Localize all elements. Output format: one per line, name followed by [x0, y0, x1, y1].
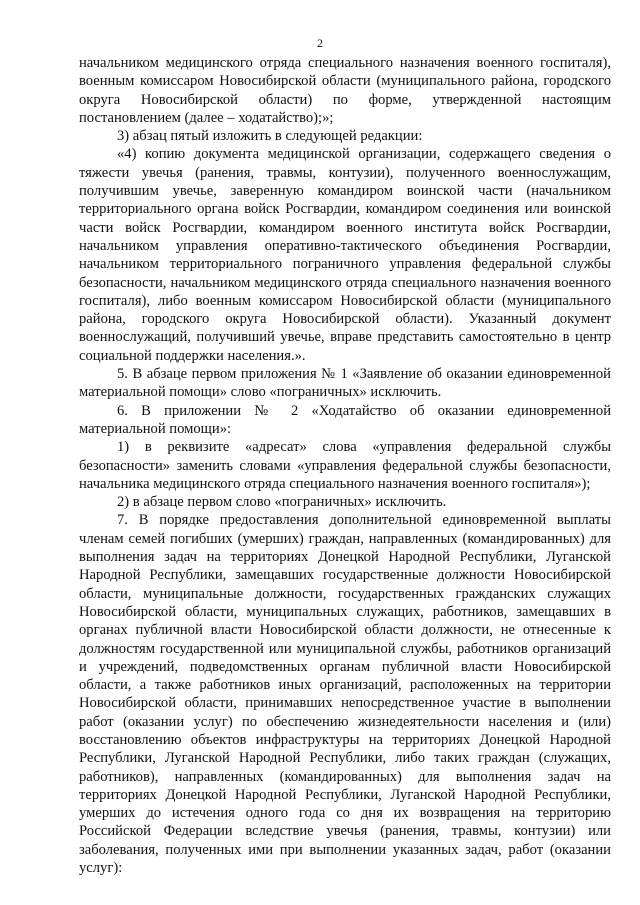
page-number: 2 [317, 36, 323, 50]
paragraph-point-6: 6. В приложении № 2 «Ходатайство об оказании единовременной материальной помощи»: [79, 402, 611, 437]
paragraph-subitem-1: 1) в реквизите «адресат» слова «управления федеральной службы безопасности» заменить словами «управления федеральной службы безопасности, начальника медицинского отряда специального назначения военного госпиталя»); [79, 439, 611, 492]
paragraph-continuation: начальником медицинского отряда специального назначения военного госпиталя), военным комиссаром Новосибирской области (муниципального района, городского округа Новосибирской области) по форме, утвержденной настоящим постановлением (далее – ходатайство);»; [79, 55, 611, 126]
paragraph-item-3: 3) абзац пятый изложить в следующей редакции: [117, 128, 423, 145]
paragraph-point-7: 7. В порядке предоставления дополнительной единовременной выплаты членам семей погибших (умерших) граждан, направленных (командированных) для выполнения задач на территориях Донецкой Народной Республики, Луганской Народной Республики, замещавших государственные должности Новосибирской области, муниципальные должности, государственных гражданских служащих Новосибирской области, муниципальных служащих, работников, замещавших в органах публичной власти Новосибирской области должности, не отнесенные к должностям государственной или муниципальной службы, работников организаций и учреждений, подведомственных органам публичной власти Новосибирской области, а также работников иных организаций, расположенных на территории Новосибирской области, принимавших непосредственное участие в выполнении работ (оказании услуг) по обеспечению жизнедеятельности населения и (или) восстановлению объектов инфраструктуры на территориях Донецкой Народной Республики, Луганской Народной Республики, либо таких граждан (служащих, работников), направленных (командированных) для выполнения задач на территориях Донецкой Народной Республики, Луганской Народной Республики, умерших до истечения одного года со дня их возвращения на территорию Российской Федерации вследствие увечья (ранения, травмы, контузии) или заболевания, полученных ими при выполнении указанных задач, работ (оказании услуг): [79, 512, 611, 877]
document-body [79, 54, 611, 877]
paragraph-subitem-2: 2) в абзаце первом слово «пограничных» исключить. [117, 494, 447, 511]
paragraph-point-5: 5. В абзаце первом приложения № 1 «Заявление об оказании единовременной материальной помощи» слово «пограничных» исключить. [79, 366, 611, 401]
paragraph-quoted-item-4: «4) копию документа медицинской организации, содержащего сведения о тяжести увечья (ранения, травмы, контузии), полученного военнослужащим, получившим увечье, заверенную командиром воинской части (начальником территориального органа войск Росгвардии, командиром соединения или воинской части войск Росгвардии, командиром военного института войск Росгвардии, начальником управления оперативно-тактического объединения Росгвардии, начальником территориального пограничного управления федеральной службы безопасности, начальником медицинского отряда специального назначения военного госпиталя), либо военным комиссаром Новосибирской области (муниципального района, городского округа Новосибирской области). Указанный документ военнослужащий, получивший увечье, вправе представить самостоятельно в центр социальной поддержки населения.». [79, 146, 611, 364]
